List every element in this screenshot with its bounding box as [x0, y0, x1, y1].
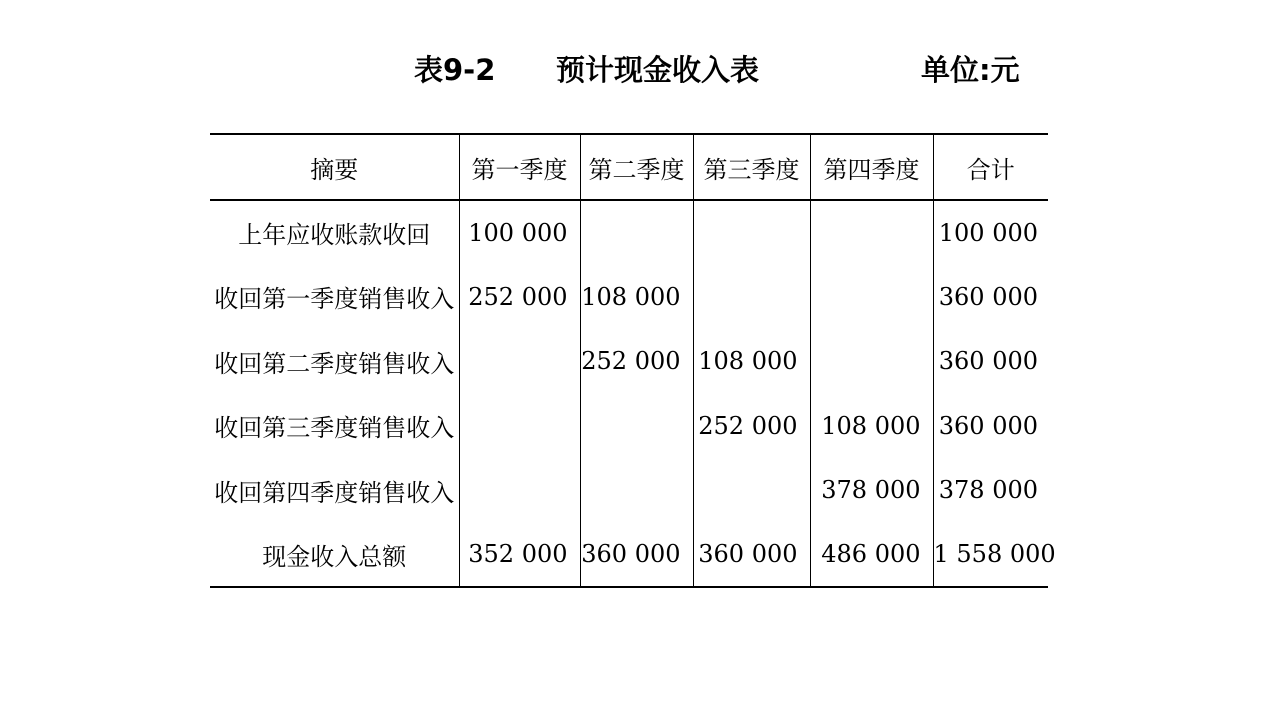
unit-label: 单位:元 — [921, 53, 1020, 87]
header-q2: 第二季度 — [580, 134, 693, 200]
table-row — [210, 458, 1048, 523]
header-total: 合计 — [933, 134, 1048, 200]
cell-q2 — [580, 458, 693, 523]
cell-q4 — [810, 265, 933, 330]
row-label: 收回第一季度销售收入 — [214, 285, 455, 314]
cell-q3: 108 000 — [693, 329, 810, 394]
cell-q3 — [693, 458, 810, 523]
cell-q1: 352 000 — [459, 523, 580, 588]
header-q4: 第四季度 — [810, 134, 933, 200]
header-q1: 第一季度 — [459, 134, 580, 200]
cell-q2: 252 000 — [580, 329, 693, 394]
cell-q2 — [580, 200, 693, 265]
cell-q3: 252 000 — [693, 394, 810, 459]
header-row — [210, 134, 1048, 200]
cell-total: 360 000 — [933, 265, 1048, 330]
cell-total: 360 000 — [933, 394, 1048, 459]
table-caption — [0, 50, 1280, 90]
table-number: 表9-2 — [414, 53, 496, 87]
cell-q3 — [693, 265, 810, 330]
header-summary: 摘要 — [210, 134, 459, 200]
cell-q4: 486 000 — [810, 523, 933, 588]
cell-q3 — [693, 200, 810, 265]
cell-q3: 360 000 — [693, 523, 810, 588]
cell-q1 — [459, 329, 580, 394]
cell-q2 — [580, 394, 693, 459]
row-label: 收回第二季度销售收入 — [214, 349, 455, 378]
cell-total: 360 000 — [933, 329, 1048, 394]
table-row — [210, 394, 1048, 459]
row-label: 现金收入总额 — [210, 523, 459, 588]
cell-q1 — [459, 458, 580, 523]
cell-q1: 100 000 — [459, 200, 580, 265]
cell-q4: 378 000 — [810, 458, 933, 523]
cell-q1: 252 000 — [459, 265, 580, 330]
cell-total: 100 000 — [933, 200, 1048, 265]
table-row — [210, 265, 1048, 330]
cell-q4: 108 000 — [810, 394, 933, 459]
cell-q1 — [459, 394, 580, 459]
table-row — [210, 329, 1048, 394]
row-label: 收回第三季度销售收入 — [214, 414, 455, 443]
table-row — [210, 523, 1048, 588]
table-row — [210, 200, 1048, 265]
cell-q4 — [810, 329, 933, 394]
header-q3: 第三季度 — [693, 134, 810, 200]
row-label: 收回第四季度销售收入 — [214, 478, 455, 507]
row-label: 上年应收账款收回 — [238, 221, 431, 250]
cash-receipts-table — [210, 133, 1056, 588]
table-title: 预计现金收入表 — [556, 53, 760, 87]
cell-q4 — [810, 200, 933, 265]
cell-total: 378 000 — [933, 458, 1048, 523]
cell-q2: 360 000 — [580, 523, 693, 588]
cell-q2: 108 000 — [580, 265, 693, 330]
cell-total: 1 558 000 — [933, 523, 1048, 588]
